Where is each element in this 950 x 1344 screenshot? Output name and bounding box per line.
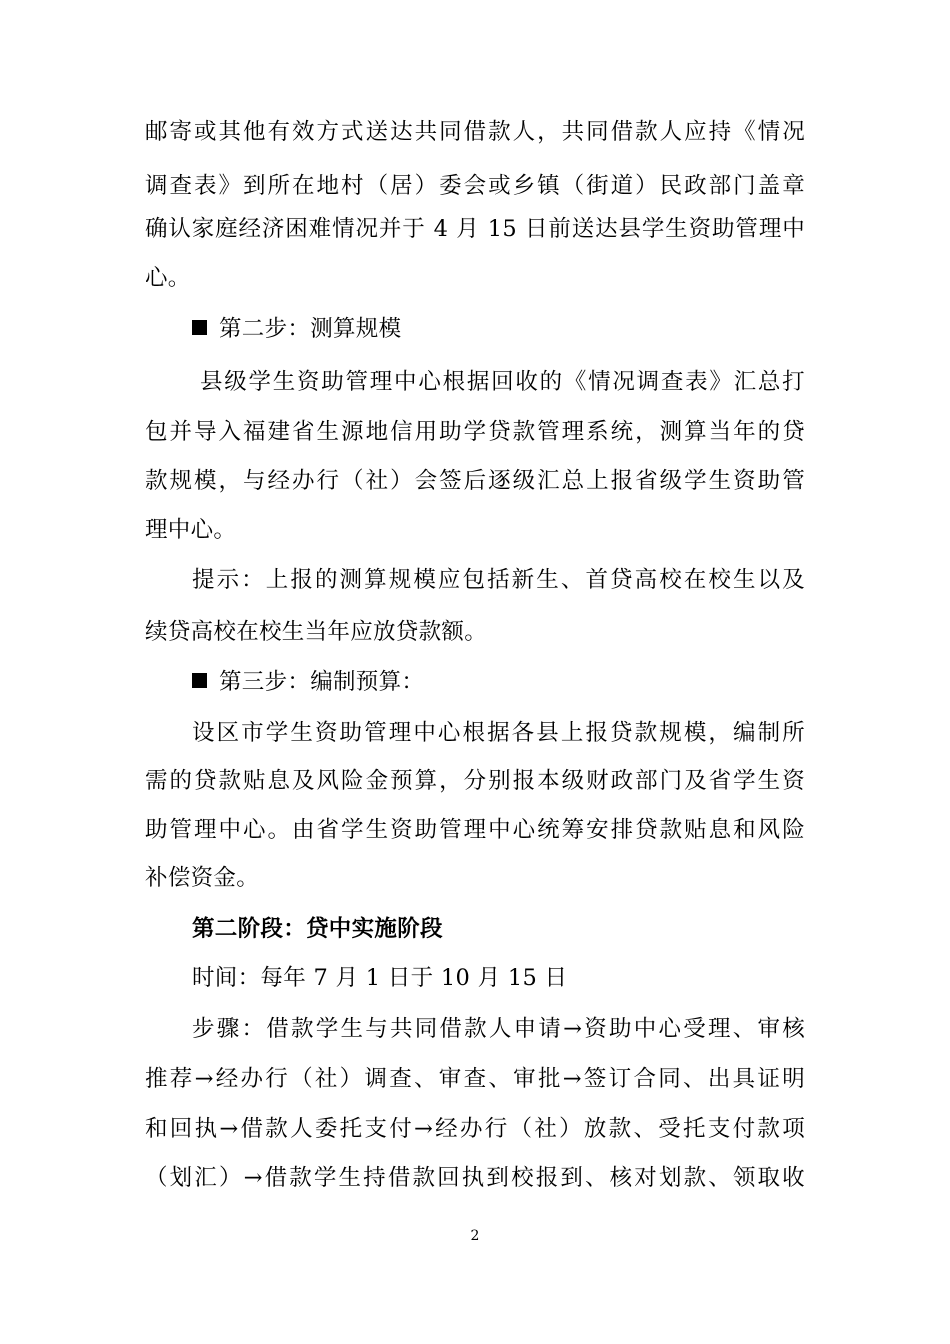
- tip-text-line: 提示：上报的测算规模应包括新生、首贷高校在校生以及: [192, 567, 805, 593]
- body-text-line: 调查表》到所在地村（居）委会或乡镇（街道）民政部门盖章: [145, 173, 805, 199]
- step-heading-label: 第二步：测算规模: [219, 316, 402, 342]
- step-heading: [192, 314, 805, 344]
- body-text-line: 设区市学生资助管理中心根据各县上报贷款规模，编制所: [192, 720, 805, 746]
- body-text-line: 理中心。: [145, 517, 237, 543]
- body-text-line: 和回执→借款人委托支付→经办行（社）放款、受托支付款项: [145, 1116, 805, 1142]
- step-heading: [192, 667, 805, 697]
- body-text-line: 补偿资金。: [145, 865, 260, 891]
- body-text-line: （划汇）→借款学生持借款回执到校报到、核对划款、领取收: [145, 1165, 805, 1191]
- body-text-line: 推荐→经办行（社）调查、审查、审批→签订合同、出具证明: [145, 1066, 805, 1092]
- body-text-line: 助管理中心。由省学生资助管理中心统筹安排贷款贴息和风险: [145, 817, 805, 843]
- black-square-icon: [192, 673, 207, 688]
- body-text-line: 步骤：借款学生与共同借款人申请→资助中心受理、审核: [192, 1016, 805, 1042]
- body-text-line: 需的贷款贴息及风险金预算，分别报本级财政部门及省学生资: [145, 768, 805, 794]
- page-number: 2: [470, 1228, 480, 1244]
- body-text-line: 确认家庭经济困难情况并于 4 月 15 日前送达县学生资助管理中: [145, 216, 805, 242]
- black-square-icon: [192, 320, 207, 335]
- phase-heading: 第二阶段：贷中实施阶段: [192, 916, 443, 942]
- tip-text-line: 续贷高校在校生当年应放贷款额。: [145, 619, 488, 645]
- body-text-line: 县级学生资助管理中心根据回收的《情况调查表》汇总打: [200, 369, 805, 395]
- body-text-line: 包并导入福建省生源地信用助学贷款管理系统，测算当年的贷: [145, 419, 805, 445]
- body-text-line: 邮寄或其他有效方式送达共同借款人，共同借款人应持《情况: [145, 119, 805, 145]
- time-text-line: 时间：每年 7 月 1 日于 10 月 15 日: [192, 965, 568, 991]
- body-text-line: 款规模，与经办行（社）会签后逐级汇总上报省级学生资助管: [145, 468, 805, 494]
- body-text-line: 心。: [145, 265, 191, 291]
- step-heading-label: 第三步：编制预算：: [219, 669, 425, 695]
